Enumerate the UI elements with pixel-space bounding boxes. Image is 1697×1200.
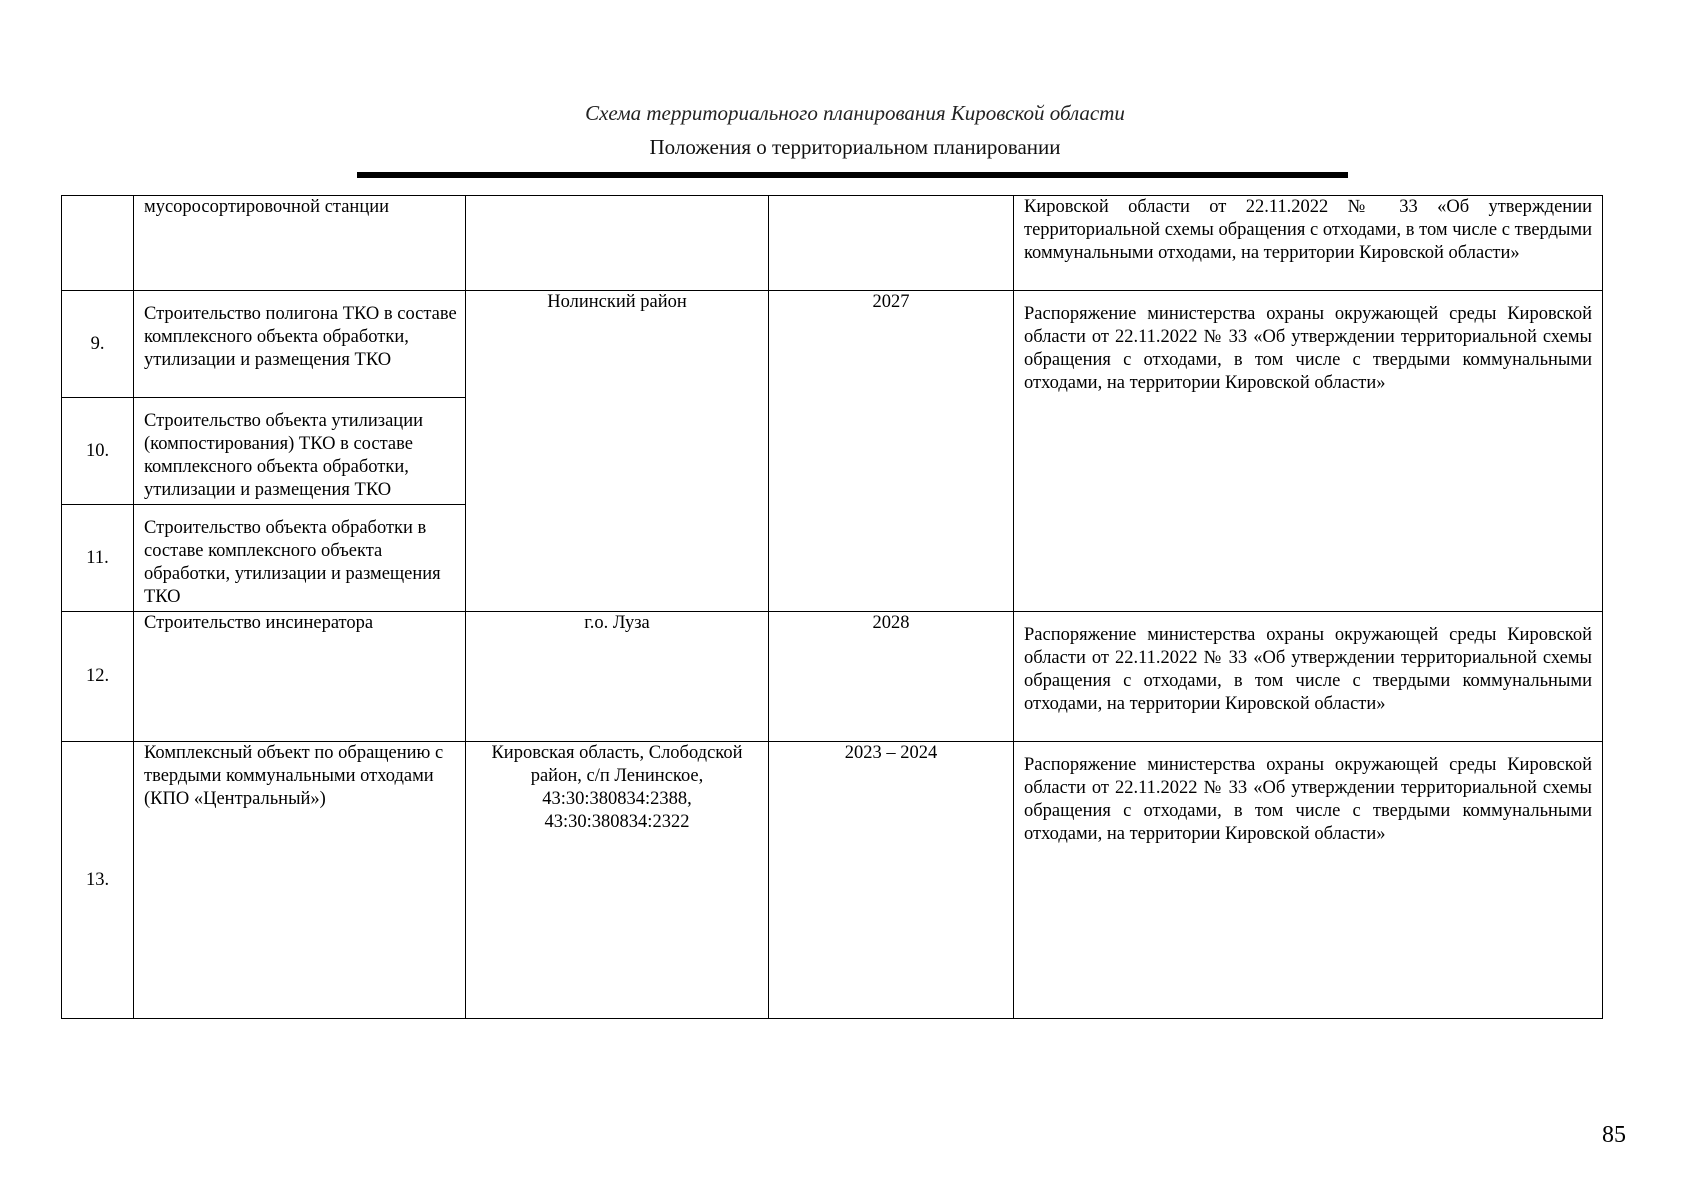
legal-basis: Кировской области от 22.11.2022 № 33 «Об утверждении территориальной схемы обращения с отходами, в том числе с твердыми коммунальными отходами, на территории Кировской области»: [1014, 196, 1603, 291]
legal-basis: Распоряжение министерства охраны окружающей среды Кировской области от 22.11.2022 № 33 «Об утверждении территориальной схемы обращения с отходами, в том числе с твердыми коммунальными отходами, на территории Кировской области»: [1014, 291, 1603, 612]
table-row: [62, 742, 1603, 1019]
planning-table: [61, 195, 1603, 1019]
object-location: г.о. Луза: [466, 612, 769, 742]
row-number: 13.: [62, 742, 134, 1019]
header-divider: [357, 172, 1348, 178]
table-row: [62, 291, 1603, 398]
object-name: Строительство инсинератора: [134, 612, 466, 742]
legal-basis: Распоряжение министерства охраны окружающей среды Кировской области от 22.11.2022 № 33 «Об утверждении территориальной схемы обращения с отходами, в том числе с твердыми коммунальными отходами, на территории Кировской области»: [1014, 742, 1603, 1019]
page-number: 85: [1602, 1122, 1626, 1148]
object-name: Комплексный объект по обращению с твердыми коммунальными отходами (КПО «Центральный»): [134, 742, 466, 1019]
object-name: Строительство объекта обработки в составе комплексного объекта обработки, утилизации и размещения ТКО: [134, 505, 466, 612]
table-row: [62, 196, 1603, 291]
table-row: [62, 612, 1603, 742]
row-number: 9.: [62, 291, 134, 398]
object-year: [769, 196, 1014, 291]
object-name: Строительство объекта утилизации (компостирования) ТКО в составе комплексного объекта обработки, утилизации и размещения ТКО: [134, 398, 466, 505]
object-year: 2023 – 2024: [769, 742, 1014, 1019]
row-number: 12.: [62, 612, 134, 742]
object-year: 2027: [769, 291, 1014, 612]
row-number: 11.: [62, 505, 134, 612]
object-location: [466, 196, 769, 291]
object-name: Строительство полигона ТКО в составе комплексного объекта обработки, утилизации и размещения ТКО: [134, 291, 466, 398]
legal-basis: Распоряжение министерства охраны окружающей среды Кировской области от 22.11.2022 № 33 «Об утверждении территориальной схемы обращения с отходами, в том числе с твердыми коммунальными отходами, на территории Кировской области»: [1014, 612, 1603, 742]
document-subtitle: Положения о территориальном планировании: [649, 135, 1061, 159]
object-name: мусоросортировочной станции: [134, 196, 466, 291]
object-location: Нолинский район: [466, 291, 769, 612]
object-location: Кировская область, Слободской район, с/п Ленинское, 43:30:380834:2388, 43:30:380834:2322: [466, 742, 769, 1019]
object-year: 2028: [769, 612, 1014, 742]
row-number: [62, 196, 134, 291]
document-title: Схема территориального планирования Кировской области: [585, 101, 1125, 125]
row-number: 10.: [62, 398, 134, 505]
